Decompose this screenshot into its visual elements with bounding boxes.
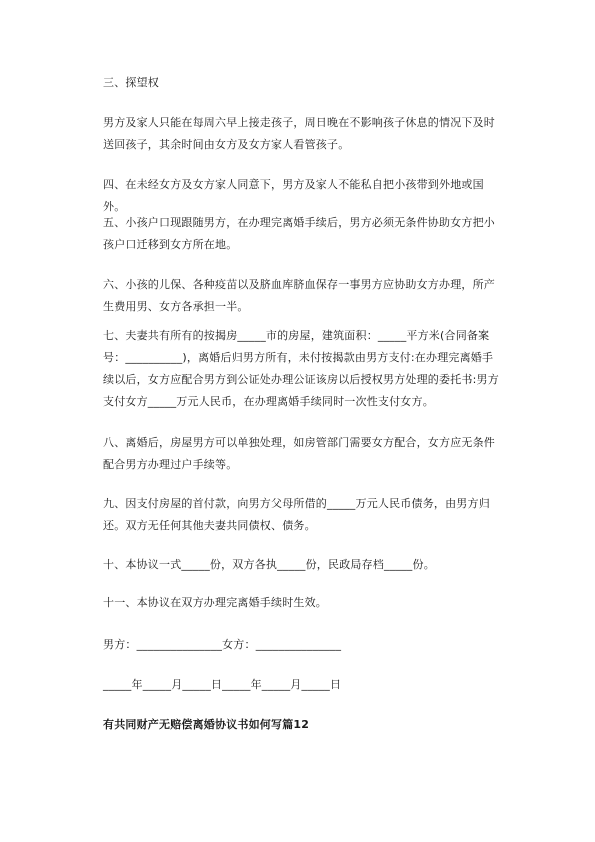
paragraph-clause-eight: 八、离婚后，房屋男方可以单独处理，如房管部门需要女方配合，女方应无条件配合男方办理过户手续等。 xyxy=(103,436,495,471)
date-line: _____年_____月_____日_____年_____月_____日 xyxy=(103,678,342,691)
paragraph-clause-eleven: 十一、本协议在双方办理完离婚手续时生效。 xyxy=(103,596,327,609)
signature-line: 男方：_______________女方：_______________ xyxy=(103,638,342,651)
paragraph-clause-seven: 七、夫妻共有所有的按揭房_____市的房屋，建筑面积：_____平方米(合同备案号：__________)，离婚后归男方所有，未付按揭款由男方支付:在办理完离婚手续以后，女方应配合男方到公证处办理公证该房以后授权男方处理的委托书:男方支付女方_____万元人民币，在办理离婚手续同时一次性支付女方。 xyxy=(103,329,499,408)
next-article-heading: 有共同财产无赔偿离婚协议书如何写篇12 xyxy=(103,718,310,731)
paragraph-clause-six: 六、小孩的儿保、各种疫苗以及脐血库脐血保存一事男方应协助女方办理，所产生费用男、女方各承担一半。 xyxy=(103,278,495,313)
paragraph-clause-four: 四、在未经女方及女方家人同意下，男方及家人不能私自把小孩带到外地或国外。 xyxy=(103,178,484,213)
paragraph-visitation-terms: 男方及家人只能在每周六早上接走孩子，周日晚在不影响孩子休息的情况下及时送回孩子，其余时间由女方及女方家人看管孩子。 xyxy=(103,116,495,151)
paragraph-clause-ten: 十、本协议一式_____份，双方各执_____份，民政局存档_____份。 xyxy=(103,558,435,571)
section-visitation-heading: 三、探望权 xyxy=(103,76,159,89)
paragraph-clause-five: 五、小孩户口现跟随男方，在办理完离婚手续后，男方必须无条件协助女方把小孩户口迁移到女方所在地。 xyxy=(103,216,495,251)
paragraph-clause-nine: 九、因支付房屋的首付款，向男方父母所借的_____万元人民币债务，由男方归还。双方无任何其他夫妻共同债权、债务。 xyxy=(103,497,490,532)
